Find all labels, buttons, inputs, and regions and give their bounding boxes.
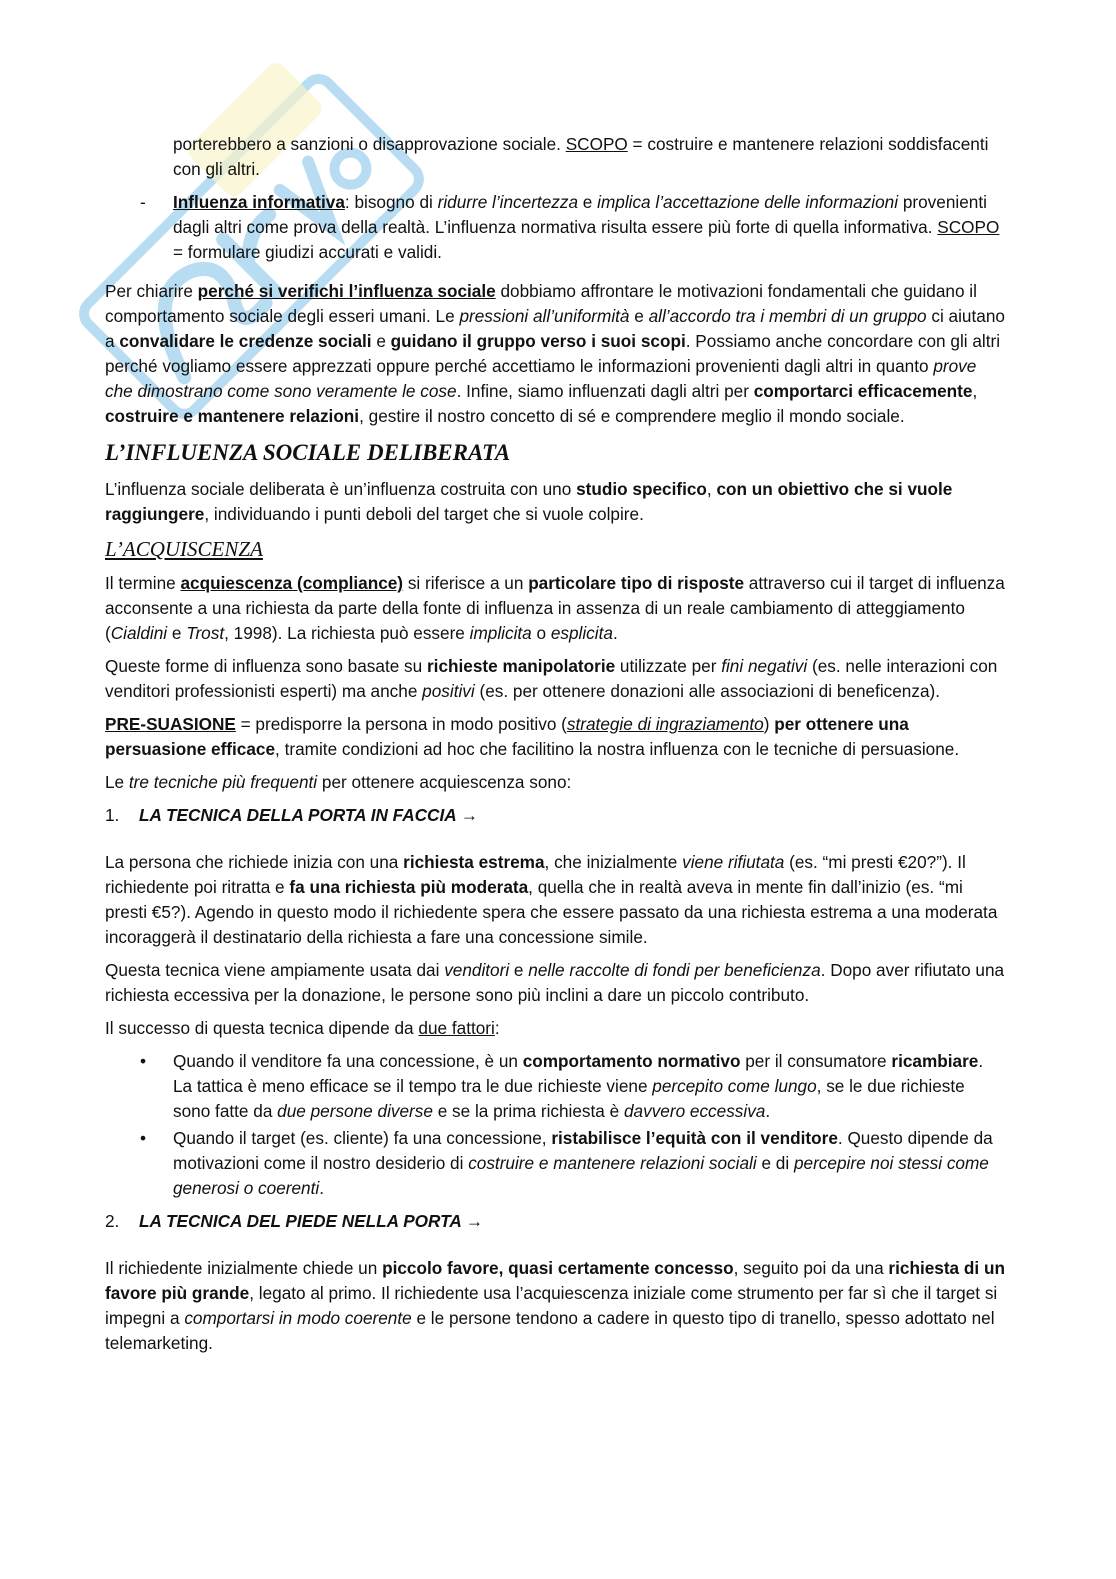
heading-influenza-deliberata: L’INFLUENZA SOCIALE DELIBERATA (105, 440, 511, 465)
paragraph-tecnica1-c: Il successo di questa tecnica dipende da due fattori: (105, 1018, 500, 1038)
document-page (105, 132, 1005, 1364)
paragraph-tecniche: Le tre tecniche più frequenti per ottenere acquiescenza sono: (105, 772, 572, 792)
arrow-right-icon: → (465, 1211, 484, 1231)
paragraph-tecnica1-b: Questa tecnica viene ampiamente usata dai venditori e nelle raccolte di fondi per beneficienza. Dopo aver rifiutato una richiesta eccessiva per la donazione, le persone sono più inclini a dare un piccolo contributo. (105, 960, 1005, 1005)
paragraph-presuasione: PRE-SUASIONE = predisporre la persona in modo positivo (strategie di ingraziamento) per ottenere una persuasione efficace, tramite condizioni ad hoc che facilitino la nostra influenza con le tecniche di persuasione. (105, 714, 960, 759)
dash-marker: - (140, 192, 146, 212)
heading-tecnica-piede-nella-porta: 2. LA TECNICA DEL PIEDE NELLA PORTA → (105, 1211, 484, 1231)
heading-acquiscenza: L’ACQUISCENZA (105, 537, 263, 561)
paragraph-intro: Per chiarire perché si verifichi l’influenza sociale dobbiamo affrontare le motivazioni fondamentali che guidano il comportamento sociale degli esseri umani. Le pressioni all’uniformità e all’accordo tra i membri di un gruppo ci aiutano a convalidare le credenze sociali e guidano il gruppo verso i suoi scopi. Possiamo anche concordare con gli altri perché vogliamo essere apprezzati oppure perché accettiamo le informazioni provenienti dagli altri in quanto prove che dimostrano come sono veramente le cose. Infine, siamo influenzati dagli altri per comportarci efficacemente, costruire e mantenere relazioni, gestire il nostro concetto di sé e comprendere meglio il mondo sociale. (105, 281, 1005, 426)
arrow-right-icon: → (460, 805, 478, 825)
bullet-marker: • (140, 1128, 147, 1148)
paragraph-tecnica2: Il richiedente inizialmente chiede un piccolo favore, quasi certamente concesso, seguito poi da una richiesta di un favore più grande, legato al primo. Il richiedente usa l’acquiescenza iniziale come strumento per far sì che il target si impegni a comportarsi in modo coerente e le persone tendono a cadere in questo tipo di tranello, spesso adottato nel telemarketing. (105, 1258, 1005, 1353)
paragraph-tecnica1-a: La persona che richiede inizia con una richiesta estrema, che inizialmente viene rifiutata (es. “mi presti €20?”). Il richiedente poi ritratta e fa una richiesta più moderata, quella che in realtà aveva in mente fin dall’inizio (es. “mi presti €5?). Agendo in questo modo il richiedente spera che essere passato da una richiesta estrema a una moderata incoraggerà il destinatario della richiesta a fare una concessione simile. (105, 852, 998, 947)
list-continuation: porterebbero a sanzioni o disapprovazione sociale. SCOPO = costruire e mantenere relazioni soddisfacenti con gli altri. (173, 134, 989, 179)
paragraph-forme: Queste forme di influenza sono basate su richieste manipolatorie utilizzate per fini negativi (es. nelle interazioni con venditori professionisti esperti) ma anche positivi (es. per ottenere donazioni alle associazioni di beneficenza). (105, 656, 998, 701)
bullet-marker: • (140, 1051, 147, 1071)
heading-tecnica-porta-in-faccia: 1. LA TECNICA DELLA PORTA IN FACCIA → (105, 805, 478, 825)
paragraph-acquiescenza: Il termine acquiescenza (compliance) si riferisce a un particolare tipo di risposte attraverso cui il target di influenza acconsente a una richiesta da parte della fonte di influenza in assenza di un reale cambiamento di atteggiamento (Cialdini e Trost, 1998). La richiesta può essere implicita o esplicita. (105, 573, 1005, 643)
paragraph-deliberata: L’influenza sociale deliberata è un’influenza costruita con uno studio specifico, con un obiettivo che si vuole raggiungere, individuando i punti deboli del target che si vuole colpire. (105, 479, 953, 524)
bullet-item-1: • Quando il venditore fa una concessione, è un comportamento normativo per il consumatore ricambiare. La tattica è meno efficace se il tempo tra le due richieste viene percepito come lungo, se le due richieste sono fatte da due persone diverse e se la prima richiesta è davvero eccessiva. (140, 1051, 984, 1121)
list-item-influenza-informativa: - Influenza informativa: bisogno di ridurre l’incertezza e implica l’accettazione delle informazioni provenienti dagli altri come prova della realtà. L’influenza normativa risulta essere più forte di quella informativa. SCOPO = formulare giudizi accurati e validi. (140, 192, 1000, 262)
bullet-item-2: • Quando il target (es. cliente) fa una concessione, ristabilisce l’equità con il venditore. Questo dipende da motivazioni come il nostro desiderio di costruire e mantenere relazioni sociali e di percepire noi stessi come generosi o coerenti. (140, 1128, 993, 1198)
